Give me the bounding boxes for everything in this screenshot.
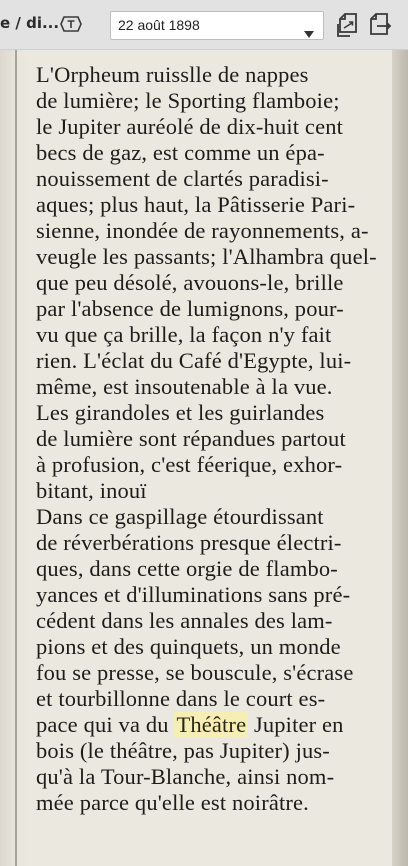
article-line-text: bois (le théâtre, pas Jupiter) jus- — [36, 738, 330, 763]
article-line-text: et tourbillonne dans le court es- — [36, 686, 326, 711]
article-line-text: même, est insoutenable à la vue. — [36, 374, 333, 399]
article-line-text: Dans ce gaspillage étourdissant — [36, 504, 324, 529]
chevron-down-icon — [304, 23, 314, 30]
article-line-text: Les girandoles et les guirlandes — [36, 400, 325, 425]
text-mode-icon[interactable] — [60, 16, 82, 32]
page-viewer[interactable] — [0, 50, 408, 866]
article-line — [36, 634, 392, 660]
article-line-text: sienne, inondée de rayonnements, a- — [36, 218, 369, 243]
article-line-text: nouissement de clartés paradisi- — [36, 166, 329, 191]
article-line — [36, 452, 392, 478]
article-line — [36, 244, 392, 270]
article-line — [36, 608, 392, 634]
article-line-text: de réverbérations presque électri- — [36, 530, 342, 555]
article-line-text: yances et d'illuminations sans pré- — [36, 582, 351, 607]
article-line-text: vu que ça brille, la façon n'y fait — [36, 322, 332, 347]
article-line-text: ques, dans cette orgie de flambo- — [36, 556, 338, 581]
article-line — [36, 166, 392, 192]
article-line-text: qu'à la Tour-Blanche, ainsi nom- — [36, 764, 335, 789]
article-line — [36, 88, 392, 114]
column-rule — [15, 50, 17, 866]
search-highlight: Théâtre — [176, 712, 247, 737]
date-select[interactable] — [110, 11, 324, 40]
article-line-text: rien. L'éclat du Café d'Egypte, lui- — [36, 348, 352, 373]
article-line-text: bitant, inouï — [36, 478, 147, 503]
article-line-text: mée parce qu'elle est noirâtre. — [36, 790, 309, 815]
article-line — [36, 374, 392, 400]
copy-page-icon[interactable] — [336, 12, 360, 38]
article-line-text: pions et des quinquets, un monde — [36, 634, 341, 659]
article-line — [36, 582, 392, 608]
breadcrumb[interactable]: e / di... — [0, 14, 60, 32]
article-line-text: fou se presse, se bouscule, s'écrase — [36, 660, 354, 685]
article-line-text: le Jupiter auréolé de dix-huit cent — [36, 114, 344, 139]
article-line-text: de lumière sont répandues partout — [36, 426, 346, 451]
article-line-text: veugle les passants; l'Alhambra quel- — [36, 244, 377, 269]
article-line-text: que peu désolé, avouons-le, brille — [36, 270, 344, 295]
article-line — [36, 400, 392, 426]
article-line — [36, 114, 392, 140]
article-line — [36, 504, 392, 530]
article-line-text: de lumière; le Sporting flamboie; — [36, 88, 340, 113]
article-line — [36, 530, 392, 556]
article-line — [36, 790, 392, 816]
article-line — [36, 270, 392, 296]
article-line — [36, 712, 392, 738]
viewer-toolbar — [0, 0, 408, 50]
article-line-text: L'Orpheum ruisslle de nappes — [36, 62, 309, 87]
left-gutter — [0, 50, 28, 866]
article-line-text: par l'absence de lumignons, pour- — [36, 296, 344, 321]
article-line-text: becs de gaz, est comme un épa- — [36, 140, 325, 165]
article-line — [36, 556, 392, 582]
date-select-value: 22 août 1898 — [118, 17, 200, 33]
right-column-edge — [392, 50, 408, 866]
article-line — [36, 192, 392, 218]
article-line — [36, 478, 392, 504]
article-text — [36, 62, 392, 816]
export-page-icon[interactable] — [368, 12, 392, 38]
article-line-text: cédent dans les annales des lam- — [36, 608, 333, 633]
article-line — [36, 660, 392, 686]
article-line — [36, 322, 392, 348]
article-line — [36, 218, 392, 244]
article-line-text: pace qui va du — [36, 712, 175, 737]
article-line — [36, 686, 392, 712]
article-line — [36, 140, 392, 166]
article-line — [36, 296, 392, 322]
article-line — [36, 62, 392, 88]
article-line-text: Jupiter en — [248, 712, 344, 737]
article-line — [36, 738, 392, 764]
article-line-text: à profusion, c'est féerique, exhor- — [36, 452, 343, 477]
article-line — [36, 764, 392, 790]
article-line — [36, 426, 392, 452]
article-line-text: aques; plus haut, la Pâtisserie Pari- — [36, 192, 356, 217]
article-line — [36, 348, 392, 374]
